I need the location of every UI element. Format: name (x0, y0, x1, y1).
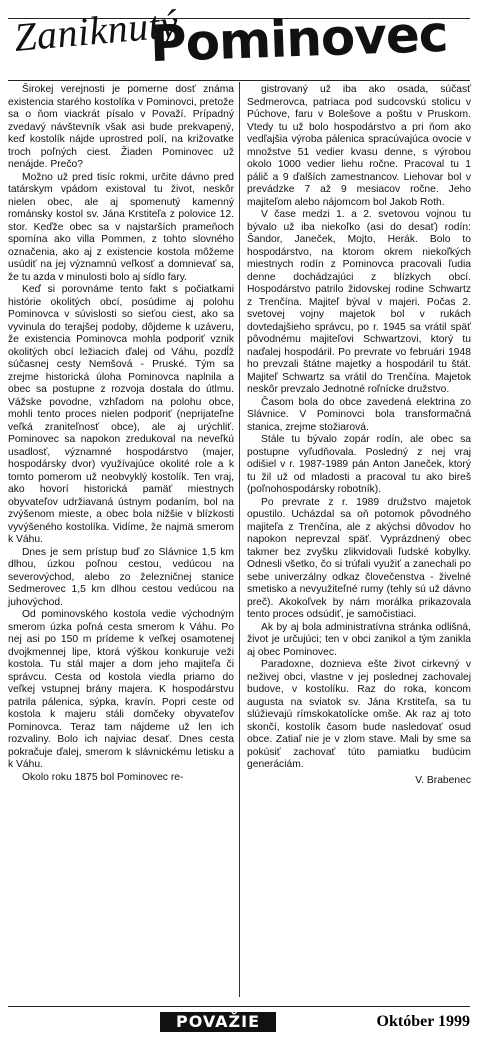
publication-logo: POVAŽIE (160, 1012, 276, 1032)
paragraph: gistrovaný už iba ako osada, súčasť Sedmerovca, patriaca pod sudcovskú stolicu v Púchove, faru v Bolešove a poštu v Pruskom. Vtedy tu už bolo hospodárstvo a pri ňom ako vedľajšia výroba pálenica spracúvajúca ovocie v množstve 51 vedier kvasu denne, s výrobou okolo 1000 vedier liehu ročne. Pracoval tu 1 pálič a 9 ďalších zamestnancov. Liehovar bol v prevádzke 7 až 9 mesiacov ročne. Jeho majiteľom alebo nájomcom bol Jakob Roth. (247, 84, 471, 208)
paragraph: Stále tu bývalo zopár rodín, ale obec sa postupne vyľudňovala. Posledný z nej vraj odišiel v r. 1987-1989 pán Anton Janeček, ktorý tu žil už od mladosti a pracoval tu ako bireš (poľnohospodársky robotník). (247, 434, 471, 495)
paragraph: Keď si porovnáme tento fakt s počiatkami histórie okolitých obcí, posúdime aj polohu Pominovca v súvislosti so sieťou ciest, ako sa vyvinula do terajšej podoby, dôjdeme k uzáveru, že existencia Pominovca mohla podporiť vznik okolitých obcí ležiacich ďalej od Váhu, pozdĺž súčasnej cesty Nemšová - Pruské. Tým sa zrejme historická úloha Pominovca naplnila a obec sa postupne z rozvoja dostala do útlmu. Vážske povodne, vzhľadom na polohu obce, mohli tento proces nielen podporiť (neprijateľne veľká zraniteľnosť obce), ale aj urýchliť. Pominovec sa napokon zredukoval na neveľkú usadlosť, významné hospodárstvo (majer, hospodársky dvor) využívajúce okolité role a k tomto pomerom už neobvyklý kostolík. Ten vraj, ako hovorí historická pamäť miestnych obyvateľov udržiavaná ústnym podaním, bol na zvýšenom mieste, a obec bola nižšie v blízkosti vyvýšeného kostolíka. Vidíme, že najmä smerom k Váhu. (8, 284, 234, 545)
paragraph: Paradoxne, doznieva ešte život cirkevný v neživej obci, vlastne v jej poslednej zachovalej budove, v kostolíku. Raz do roka, koncom augusta na sviatok sv. Jána Krstiteľa, sa tu slúžievajú rímskokatolícke omše. Ak raz aj toto skončí, kostolík časom bude nasledovať osud obce. Zatiaľ nie je v zlom stave. Mali by sme sa pokúsiť zachovať túto pamiatku budúcim generáciám. (247, 659, 471, 770)
paragraph: V čase medzi 1. a 2. svetovou vojnou tu bývalo už iba niekoľko (asi do desať) rodín: Šandor, Janeček, Mojto, Herák. Bolo to hospodárstvo, na ktorom okrem niekoľkých miestnych rodín z Pominovca pracovali ľudia denne dochádzajúci z blízkych obcí. Hospodárstvo patrilo židovskej rodine Schwartz z Trenčína. Majiteľ býval v majeri. Počas 2. svetovej vojny majetok bol v rukách dovtedajšieho správcu, po r. 1945 sa vrátil späť pôvodnému majiteľovi Schwartzovi, ktorý tu naďalej hospodáril. Po prevrate vo februári 1948 ho prevzali štátne majetky a hospodáril tu štát. Majiteľ Schwartz sa vrátil do Trenčína. Majetok neskôr prevzalo Jednotné roľnícke družstvo. (247, 209, 471, 395)
paragraph: Dnes je sem prístup buď zo Slávnice 1,5 km dlhou, úzkou poľnou cestou, vedúcou na severovýchod, alebo zo železničnej stanice Sedmerovec 1,5 km dlhou cestou vedúcou na juhovýchod. (8, 546, 234, 608)
paragraph: Možno už pred tisíc rokmi, určite dávno pred tatárskym vpádom existoval tu život, neskôr nielen obec, ale aj spomenutý kamenný románsky kostol sv. Jána Krstiteľa z polovice 12. stor. Keďže obec sa v najstarších prameňoch spomína ako villa Pommen, z tohto slovného označenia, ako aj z existencie kostola môžeme usúdiť na jej významnú veľkosť a domnievať sa, že tu azda v minulosti bolo aj sídlo fary. (8, 171, 234, 283)
page-footer (0, 1000, 480, 1038)
column-divider (239, 82, 240, 997)
paragraph: Po prevrate z r. 1989 družstvo majetok opustilo. Ucházdal sa oň potomok pôvodného majiteľa z Trenčína, ale z akýchsi dôvodov ho napokon neprevzal späť. Vyprázdnený obec takmer bez zvyšku zlikvidovali ľudské kobylky. Odnesli všetko, čo si trúfali využiť a zanechali po sebe univerzálny odkaz človečenstva - živelné smetisko a nevyužiteľné rumy (tehly sú už dávno preč). Akokoľvek by nám morálka prikazovala tento proces odsúdiť, je samočistiaci. (247, 496, 471, 620)
paragraph: Širokej verejnosti je pomerne dosť známa existencia starého kostolíka v Pominovci, pretože sa o ňom viackrát písalo v Považí. Prípadný zvedavý návštevník však asi bude prekvapený, keď kostolík nájde uprostred polí, na križovatke troch poľných ciest. Žiaden Pominovec už nenájde. Prečo? (8, 84, 234, 170)
footer-rule (8, 1006, 470, 1007)
paragraph: Časom bola do obce zavedená elektrina zo Slávnice. V Pominovci bola transformačná stanica, zrejme stožiarová. (247, 396, 471, 433)
paragraph: Okolo roku 1875 bol Pominovec re- (22, 771, 184, 783)
article-column-left (8, 84, 234, 784)
issue-date: Október 1999 (376, 1013, 470, 1030)
author-signature: V. Brabenec (415, 774, 471, 786)
headline: Pominovec (149, 4, 449, 74)
headline-rule (8, 80, 470, 81)
paragraph: Od pominovského kostola vedie východným smerom úzka poľná cesta smerom k Váhu. Po nej asi po 150 m prídeme k veľkej osamotenej dvojkmennej lipe, ktorá výškou konkuruje veži kostola. Tu stál majer a dom jeho majiteľa či správcu. Cesta od kostola viedla priamo do veľkej vstupnej brány majera. K hospodárstvu patrila pálenica, sýpka, kravín. Popri ceste od kostola k majeru stáli domčeky obyvateľov Pominovca. Teraz tam nájdeme už len ich rozvaliny. Bolo ich najviac desať. Dnes cesta pokračuje ďalej, smerom k slávnickému letisku a k Váhu. (8, 609, 234, 770)
article-column-right (247, 84, 471, 787)
headline-prefix: Zaniknutý (12, 0, 181, 60)
paragraph: Ak by aj bola administratívna stránka odlišná, život je určujúci; ten v obci zanikol a tým zanikla aj obec Pominovec. (247, 621, 471, 658)
